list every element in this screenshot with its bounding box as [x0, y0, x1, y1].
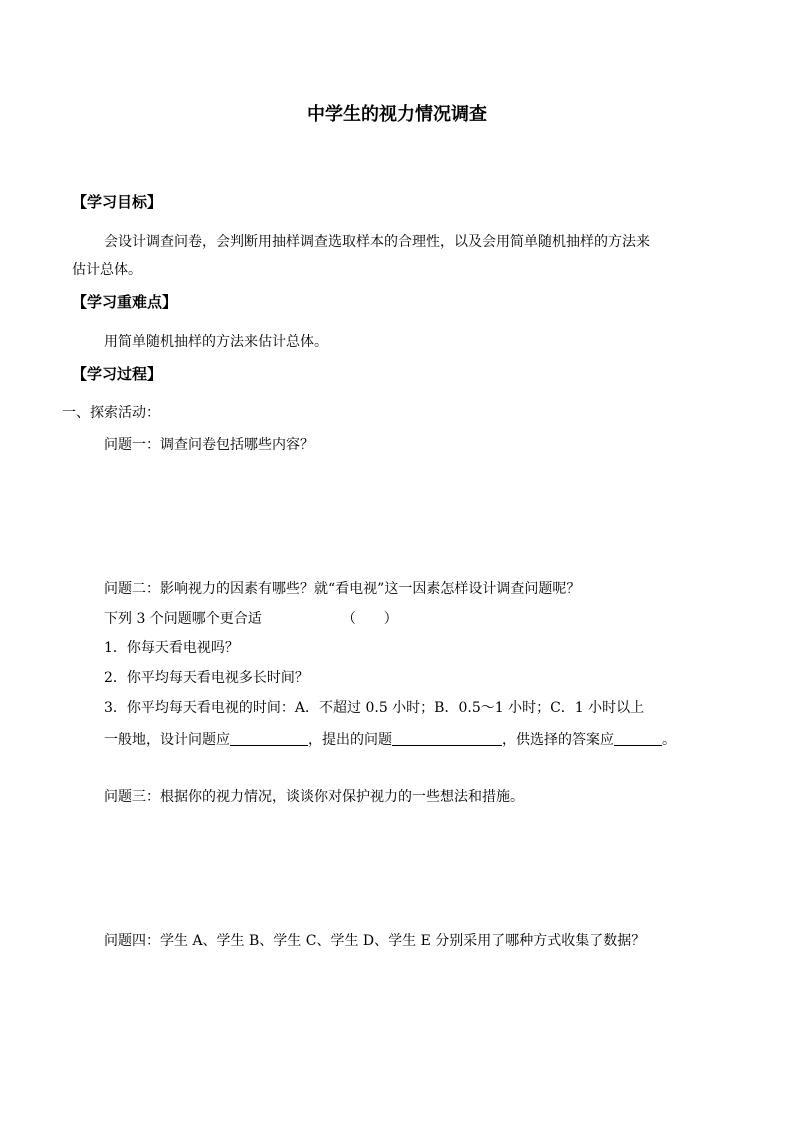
- fill-blank-2[interactable]: [392, 731, 502, 746]
- fill-text-c: ，供选择的答案应: [502, 732, 614, 748]
- option-one: 1．你每天看电视吗？: [104, 640, 239, 656]
- fill-text-a: 一般地，设计问题应: [104, 732, 230, 748]
- question-three: 问题三：根据你的视力情况，谈谈你对保护视力的一些想法和措施。: [104, 789, 524, 805]
- question-four: 问题四：学生 A、学生 B、学生 C、学生 D、学生 E 分别采用了哪种方式收集了数据？: [104, 933, 646, 949]
- option-two: 2．你平均每天看电视多长时间？: [104, 670, 309, 686]
- question-two-choose-text: 下列 3 个问题哪个更合适: [104, 611, 262, 627]
- section-heading-process: 【学习过程】: [72, 365, 163, 383]
- fill-blank-1[interactable]: [230, 731, 308, 746]
- question-one: 问题一：调查问卷包括哪些内容？: [104, 437, 314, 453]
- section-heading-key-points: 【学习重难点】: [72, 293, 178, 311]
- goals-text-line1: 会设计调查问卷，会判断用抽样调查选取样本的合理性，以及会用简单随机抽样的方法来: [104, 234, 650, 250]
- option-three: 3．你平均每天看电视的时间：A．不超过 0.5 小时；B．0.5～1 小时；C．1 小时以上: [104, 700, 645, 716]
- part-one-label: 一、探索活动：: [62, 405, 160, 421]
- fill-text-end: 。: [662, 732, 676, 748]
- section-heading-goals: 【学习目标】: [72, 193, 163, 211]
- key-points-text: 用简单随机抽样的方法来估计总体。: [104, 334, 328, 350]
- page-title: 中学生的视力情况调查: [307, 104, 487, 125]
- fill-text-b: ，提出的问题: [308, 732, 392, 748]
- goals-text-line2: 估计总体。: [72, 262, 142, 278]
- fill-in-sentence: [104, 731, 676, 747]
- answer-parentheses: （ ）: [341, 611, 398, 627]
- fill-blank-3[interactable]: [614, 731, 662, 746]
- question-two-choose: [104, 612, 398, 626]
- question-two: 问题二：影响视力的因素有哪些？就“看电视”这一因素怎样设计调查问题呢？: [104, 581, 581, 597]
